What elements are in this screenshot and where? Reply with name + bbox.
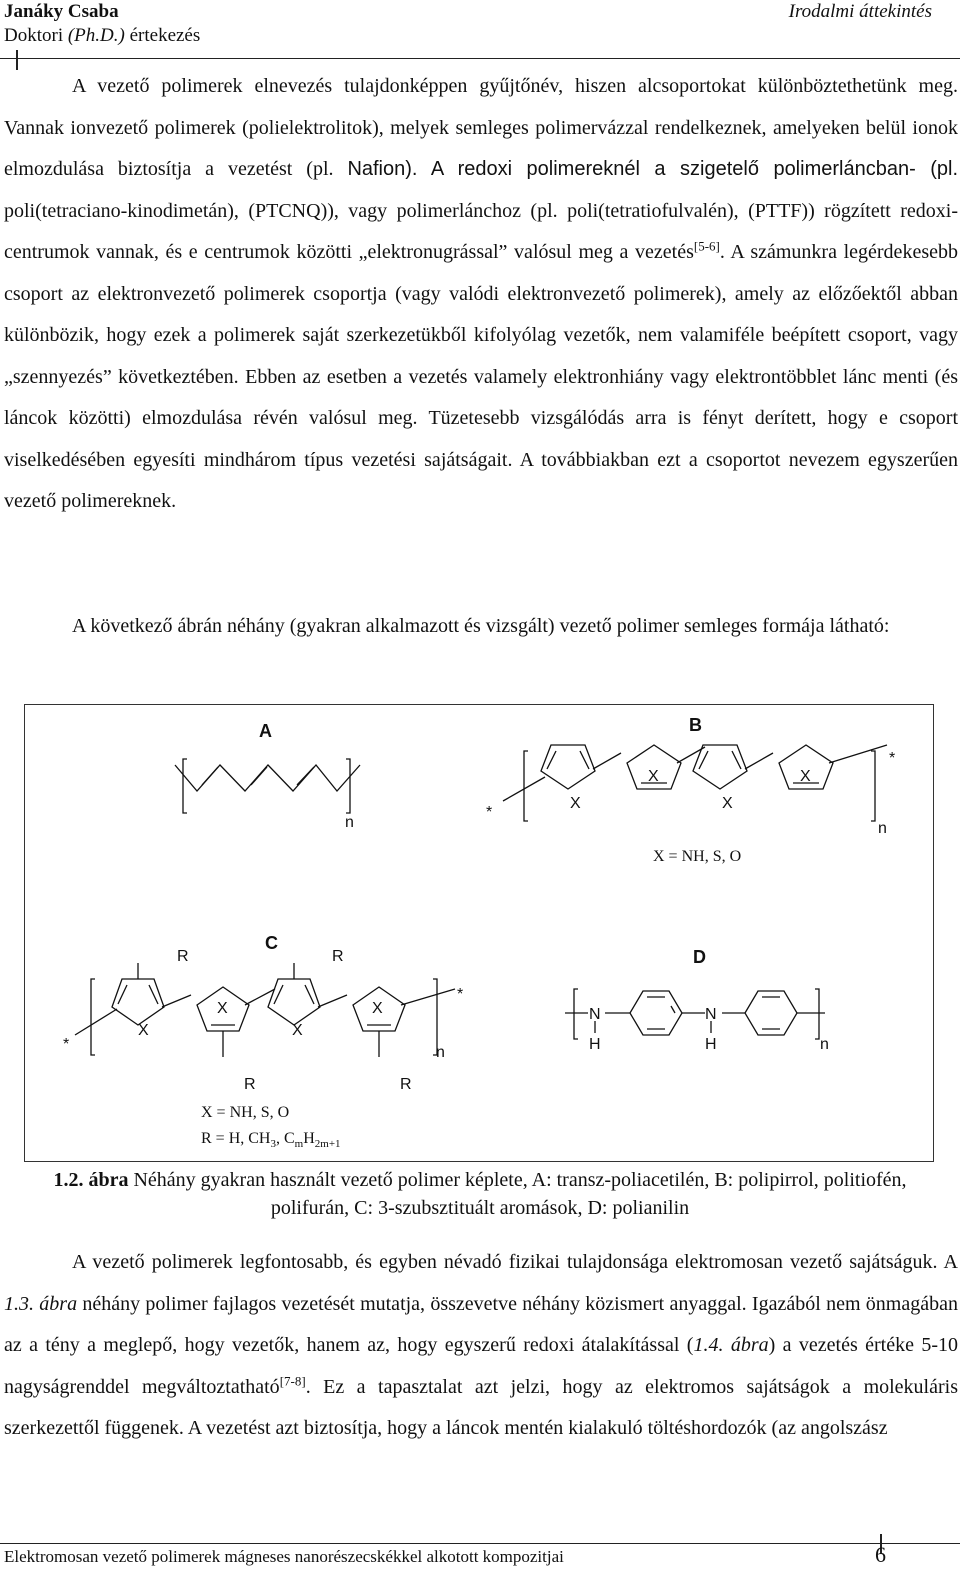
- citation-7-8: [7-8]: [279, 1372, 306, 1388]
- c-star-right: *: [457, 986, 464, 1003]
- body-paragraph-1: A vezető polimerek elnevezés tulajdonképpen gyűjtőnév, hiszen alcsoportokat különböztethetünk meg. Vannak ionvezető polimerek (polielektrolitok), melyek semleges polimervázzal rendelkeznek, amelyeken belül ionok elmozdulása biztosítja a vezetést (pl. Nafion). A redoxi polimereknél a szigetelő polimerláncban- (pl. poli(tetraciano-kinodimetán), (PTCNQ)), vagy polimerlánchoz (pl. poli(tetratiofulvalén), (PTTF)) rögzített redoxi-centrumok vannak, és e centrumok közötti „elektronugrással” valósul meg a vezetés[5-6]. A számunkra legérdekesebb csoport az elektronvezető polimerek csoportja (vagy valódi elektronvezető polimerek), amely az előzőektől abban különbözik, hogy ezek a polimerek saját szerkezetükből kifolyólag vezetők, nem valamiféle beépített csoport, vagy „szennyezés” következtében. Ebben az esetben a vezetés valamely elektronhiány vagy elektrontöbblet lánc menti (és láncok közötti) elmozdulása révén valósul meg. Tüzetesebb vizsgálódás arra is fényt derített, hogy e csoport viselkedésében egyesíti mindhárom típus vezetési sajátságait. A továbbiakban ezt a csoportot nevezem egyszerűen vezető polimereknek.: [4, 75, 959, 512]
- structure-drawing: [25, 705, 935, 1163]
- label-b: B: [689, 715, 702, 735]
- polymer-structures-figure: [24, 704, 934, 1162]
- d-subscript-n: n: [820, 1036, 829, 1053]
- label-c: C: [265, 933, 278, 953]
- c-substituent-r4: R: [400, 1076, 412, 1093]
- c-hetero-atom-1: X: [138, 1022, 149, 1039]
- b-subscript-n: n: [878, 820, 887, 837]
- b-hetero-atom-4: X: [800, 768, 811, 785]
- figure-ref-1-3: 1.3. ábra: [4, 1292, 78, 1315]
- c-substituent-r3: R: [244, 1076, 256, 1093]
- figure-caption: 1.2. ábra Néhány gyakran használt vezető polimer képlete, A: transz-poliacetilén, B: polipirrol, politiofén, polifurán, C: 3-szubsztituált aromások, D: polianilin: [53, 1169, 907, 1219]
- b-x-definition: X = NH, S, O: [653, 848, 742, 865]
- b-hetero-atom-1: X: [570, 795, 581, 812]
- b-star-right: *: [889, 750, 896, 767]
- c-substituent-r2: R: [332, 948, 344, 965]
- body-paragraph-2: A következő ábrán néhány (gyakran alkalmazott és vizsgált) vezető polimer semleges formája látható:: [72, 615, 890, 637]
- c-hetero-atom-3: X: [292, 1022, 303, 1039]
- b-star-left: *: [486, 804, 493, 821]
- author-name: Janáky Csaba: [4, 1, 119, 22]
- thesis-type: Doktori (Ph.D.) értekezés: [4, 25, 201, 46]
- header-rule: [0, 58, 960, 59]
- label-a: A: [259, 721, 272, 741]
- d-hydrogen-2: H: [705, 1036, 717, 1053]
- citation-5-6: [5-6]: [693, 238, 720, 254]
- section-title: Irodalmi áttekintés: [788, 1, 932, 22]
- d-hydrogen-1: H: [589, 1036, 601, 1053]
- page-number: 6: [875, 1542, 886, 1567]
- figure-number: 1.2. ábra: [53, 1169, 129, 1191]
- d-nitrogen-1: N: [589, 1006, 601, 1023]
- c-star-left: *: [63, 1036, 70, 1053]
- footer-title: Elektromosan vezető polimerek mágneses nanorészecskékkel alkotott kompozitjai: [4, 1547, 564, 1566]
- c-r-definition: R = H, $CH_3$, $C_mH_{2m+1}$: [201, 1130, 341, 1150]
- label-d: D: [693, 947, 706, 967]
- b-hetero-atom-3: X: [722, 795, 733, 812]
- running-header-left: [4, 0, 200, 48]
- c-x-definition: X = NH, S, O: [201, 1104, 290, 1121]
- d-nitrogen-2: N: [705, 1006, 717, 1023]
- figure-ref-1-4: 1.4. ábra: [693, 1334, 769, 1356]
- b-hetero-atom-2: X: [648, 768, 659, 785]
- c-hetero-atom-4: X: [372, 1000, 383, 1017]
- c-subscript-n: n: [436, 1044, 445, 1061]
- c-substituent-r1: R: [177, 948, 189, 965]
- c-hetero-atom-2: X: [217, 1000, 228, 1017]
- footer-rule: [0, 1543, 960, 1544]
- body-paragraph-3: A vezető polimerek legfontosabb, és egyben névadó fizikai tulajdonsága elektromosan vezető sajátságuk. A 1.3. ábra néhány polimer fajlagos vezetését mutatja, összevetve néhány közismert anyaggal. Igazából nem önmagában az a tény a meglepő, hogy vezetők, hanem az, hogy egyszerű redoxi átalakítással (1.4. ábra) a vezetés értéke 5-10 nagyságrenddel megváltoztatható[7-8]. Ez a tapasztalat azt jelzi, hogy az elektromos sajátságok a molekuláris szerkezettől függenek. A vezetést azt biztosítja, hogy a láncok mentén kialakuló töltéshordozók (az angolszász: [4, 1251, 958, 1439]
- a-subscript-n: n: [345, 814, 354, 831]
